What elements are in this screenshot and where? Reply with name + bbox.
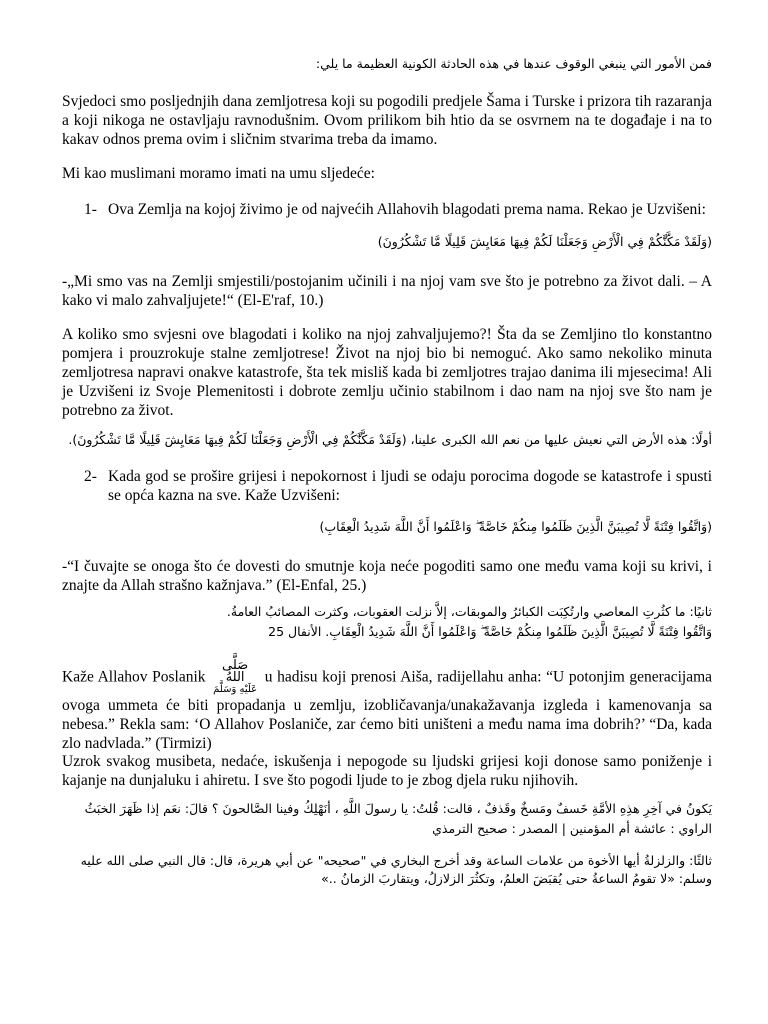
list-text: Ova Zemlja na kojoj živimo je od najvećih Allahovih blagodati prema nama. Rekao je Uzvišeni: <box>108 201 706 218</box>
paragraph-2: Mi kao muslimani moramo imati na umu sljedeće: <box>62 165 375 182</box>
list-item-1 <box>62 200 712 219</box>
point-one-arabic: أولًا: هذه الأرض التي نعيش عليها من نعم الله الكبرى علينا، (وَلَقَدْ مَكَّنَّٰكُمْ فِي الْأَرْضِ وَجَعَلْنَا لَكُمْ فِيهَا مَعَايِشَ قَلِيلًا مَّا تَشْكُرُونَ). <box>68 432 712 447</box>
point-three-arabic: ثالثًا: والزلزلةُ أيها الأخوة من علامات الساعة وقد أخرج البخاري في "صحيحه" عن أبي هريرة، قال: قال النبي صلى الله عليه وسلم: «لا تقومُ الساعةُ حتى يُقبَضَ العلمُ، وتكثُرَ الزلازلُ، ويتقاربَ الزمانُ ..» <box>80 853 712 886</box>
paragraph-1: Svjedoci smo posljednjih dana zemljotresa koji su pogodili predjele Šama i Turske i prizora tih razaranja a koji nikoga ne ostavljaju ravnodušnim. Ovom prilikom bih htio da se osvrnem na te događaje i na to kakav odnos prema ovim i sličnim stvarima treba da imamo. <box>62 93 712 148</box>
hadith-arabic-line-2: الراوي : عائشة أم المؤمنين | المصدر : صحيح الترمذي <box>432 821 712 836</box>
ayah-2-arabic: (وَاتَّقُوا فِتْنَةً لَّا تُصِيبَنَّ الَّذِينَ ظَلَمُوا مِنكُمْ خَاصَّةً ۖ وَاعْلَمُوا أَنَّ اللَّهَ شَدِيدُ الْعِقَابِ) <box>319 519 712 534</box>
intro-arabic: فمن الأمور التي ينبغي الوقوف عندها في هذه الحادثة الكونية العظيمة ما يلي: <box>315 56 712 71</box>
salawat-top: صَلَّى اللهُ <box>222 658 249 685</box>
paragraph-3: A koliko smo svjesni ove blagodati i koliko na njoj zahvaljujemo?! Šta da se Zemljino tlo konstantno pomjera i prouzrokuje stalne zemljotrese! Život na njoj bio bi nemoguć. Ako samo nekoliko minuta zemljotresa napravi onakve katastrofe, šta tek misliš kada bi zemljotres trajao danima ili mjesecima! Ali je Uzvišeni iz Svoje Plemenitosti i dobrote zemlju učinio stabilnom i dao nam na njoj sve što nam je potrebno za život. <box>62 326 712 419</box>
hadith-arabic-line-1: يَكونُ في آخِرِ هذِهِ الأمَّةِ خَسفٌ ومَسخٌ وقَذفٌ ، قالت: قُلتُ: يا رسولَ اللَّهِ ، أنَهْلِكُ وفينا الصَّالحونَ ؟ قالَ: نعَم إذا ظَهَرَ الخبَثُ <box>84 801 712 816</box>
hadith-intro: Kaže Allahov Poslanik <box>62 668 206 686</box>
point-two-arabic-line-1: ثانيًا: ما كثُرتِ المعاصي وارتُكِبَت الكبائرُ والموبقات، إلاَّ نزلت العقوبات، وكثرت المصائبُ العامةُ. <box>226 604 712 619</box>
hadith-text: u hadisu koji prenosi Aiša, radijellahu anha: “U potonjim generacijama ovoga ummeta će biti propadanja u zemlju, izobličavanja/unakažavanja izgleda i kamenovanja sa nebesa.” Rekla sam: ‘O Allahov Poslaniče, zar ćemo biti uništeni a među nama ima dobrih?’ “Da, kada zlo nadvlada.” (Tirmizi) <box>62 668 713 752</box>
salawat-calligraphy <box>212 660 258 696</box>
paragraph-4: Uzrok svakog musibeta, nedaće, iskušenja i nepogode su ljudski grijesi koji donose samo poniženje i kajanje na dunjaluku i ahiretu. I sve što pogodi ljude to je zbog djela ruku njihovih. <box>62 753 712 789</box>
ayah-1-arabic: (وَلَقَدْ مَكَّنَّٰكُمْ فِي الْأَرْضِ وَجَعَلْنَا لَكُمْ فِيهَا مَعَايِشَ قَلِيلًا مَّا تَشْكُرُونَ) <box>377 234 712 249</box>
list-number: 2- <box>84 468 97 485</box>
hadith-paragraph <box>62 660 712 753</box>
list-item-2 <box>62 467 712 505</box>
translation-1: -„Mi smo vas na Zemlji smjestili/postojanim učinili i na njoj vam sve što je potrebno za život dali. – A kako vi malo zahvaljujete!“ (El-E'raf, 10.) <box>62 273 712 309</box>
list-number: 1- <box>84 201 97 218</box>
point-two-arabic-line-2: وَاتَّقُوا فِتْنَةً لَّا تُصِيبَنَّ الَّذِينَ ظَلَمُوا مِنكُمْ خَاصَّةً ۖ وَاعْلَمُوا أَنَّ اللَّهَ شَدِيدُ الْعِقَابِ. الأنفال 25 <box>268 624 712 639</box>
salawat-bottom: عَلَيْهِ وَسَلَّمَ <box>213 684 258 695</box>
translation-2: -“I čuvajte se onoga što će dovesti do smutnje koja neće pogoditi samo one među vama koji su krivi, i znajte da Allah strašno kažnjava.” (El-Enfal, 25.) <box>62 558 712 594</box>
list-text: Kada god se prošire grijesi i nepokornost i ljudi se odaju porocima dogode se katastrofe i spusti se opća kazna na sve. Kaže Uzvišeni: <box>108 468 712 504</box>
